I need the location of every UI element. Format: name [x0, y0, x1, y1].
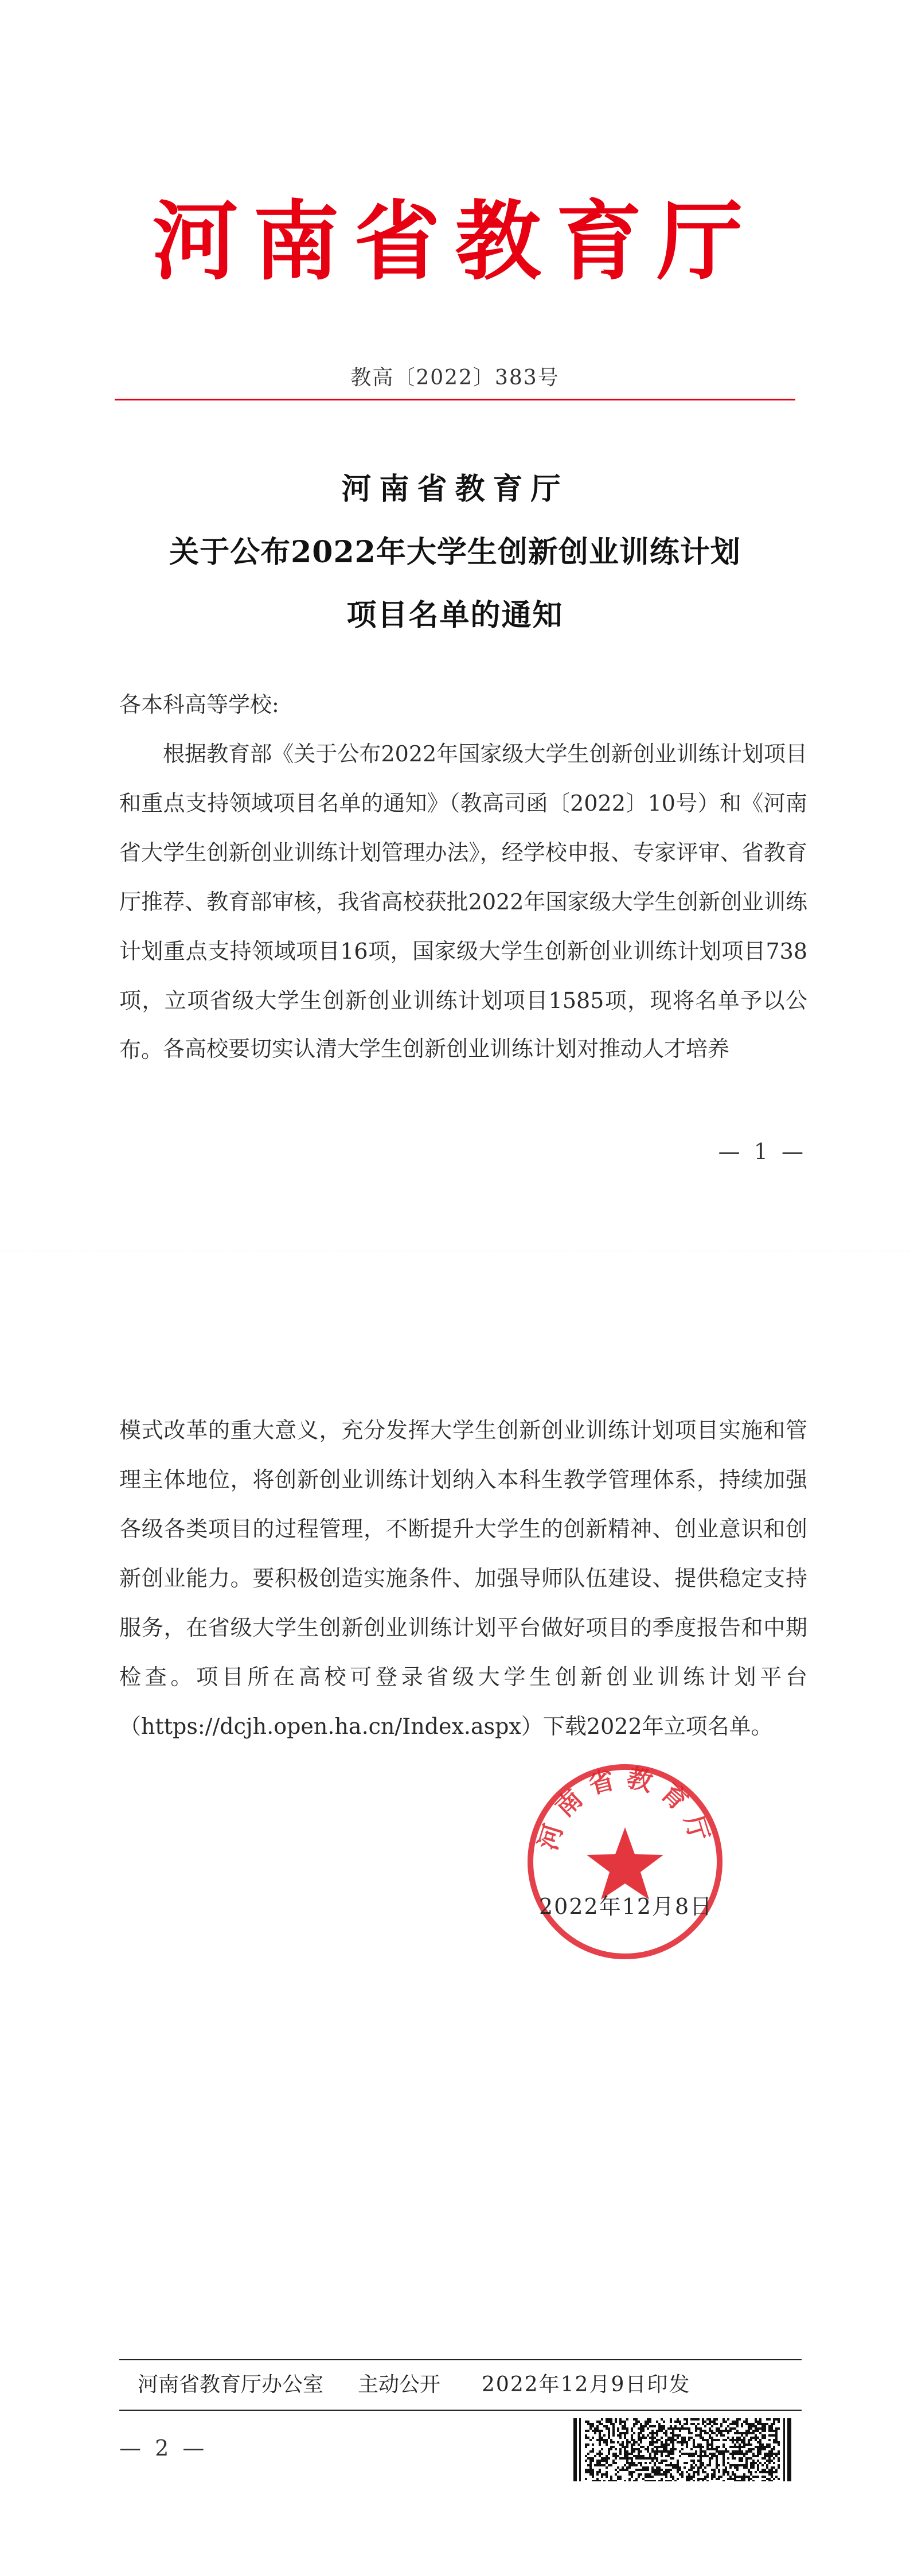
- footer-office: 河南省教育厅办公室: [138, 2373, 324, 2396]
- notice-title-line-1: 河南省教育厅: [341, 472, 569, 507]
- body-paragraph-1: 根据教育部《关于公布2022年国家级大学生创新创业训练计划项目和重点支持领域项目名单的通知》（教高司函〔2022〕10号）和《河南省大学生创新创业训练计划管理办法》，经学校申报、专家评审、省教育厅推荐、教育部审核，我省高校获批2022年国家级大学生创新创业训练计划重点支持领域项目16项，国家级大学生创新创业训练计划项目738项，立项省级大学生创新创业训练计划项目1585项，现将名单予以公布。: [119, 741, 807, 1063]
- masthead-title: 河南省教育厅: [152, 191, 758, 292]
- footer-print-date: 2022年12月9日印发: [482, 2373, 691, 2396]
- body-paragraph-2-start: 各高校要切实认清大学生创新创业训练计划对推动人才培养: [163, 1036, 730, 1061]
- issue-date: 2022年12月8日: [539, 1894, 713, 1919]
- footer-info: [138, 2368, 791, 2398]
- notice-title-line-2: 关于公布2022年大学生创新创业训练计划: [169, 535, 741, 570]
- salutation: 各本科高等学校:: [119, 692, 279, 717]
- notice-title-line-3: 项目名单的通知: [346, 598, 564, 633]
- official-seal-stamp: [525, 1761, 725, 1962]
- masthead-red-rule: [115, 399, 795, 400]
- page-number-2: — 2 —: [119, 2435, 208, 2461]
- barcode-icon: [573, 2418, 791, 2481]
- footer-rule-top: [119, 2359, 802, 2360]
- page-number-1: — 1 —: [718, 1139, 807, 1164]
- body-paragraph-2-continued: 模式改革的重大意义，充分发挥大学生创新创业训练计划项目实施和管理主体地位，将创新创业训练计划纳入本科生教学管理体系，持续加强各级各类项目的过程管理，不断提升大学生的创新精神、创业意识和创新创业能力。要积极创造实施条件、加强导师队伍建设、提供稳定支持服务，在省级大学生创新创业训练计划平台做好项目的季度报告和中期检查。项目所在高校可登录省级大学生创新创业训练计划平台（https://dcjh.open.ha.cn/Index.aspx）下载2022年立项名单。: [119, 1418, 807, 1739]
- seal-text: 河南省教育厅: [533, 1763, 717, 1854]
- footer-rule-bottom: [119, 2410, 802, 2411]
- document-number: 教高〔2022〕383号: [350, 366, 560, 390]
- footer-disclosure: 主动公开: [358, 2373, 441, 2396]
